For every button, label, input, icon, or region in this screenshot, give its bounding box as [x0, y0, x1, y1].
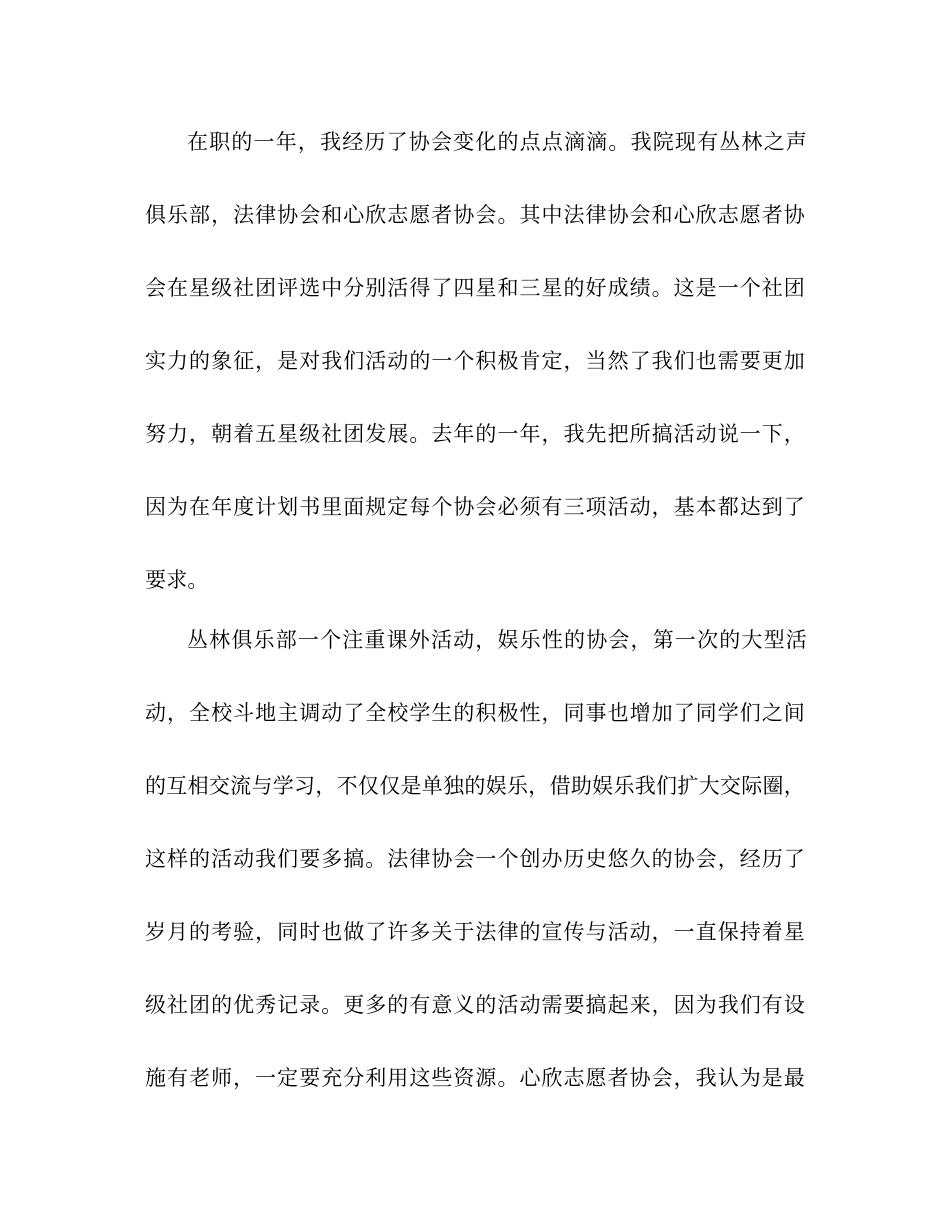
paragraph-2-line-2: 动，全校斗地主调动了全校学生的积极性，同事也增加了同学们之间: [145, 701, 805, 725]
paragraph-2-line-4: 这样的活动我们要多搞。法律协会一个创办历史悠久的协会，经历了: [145, 847, 805, 871]
paragraph-2-line-6: 级社团的优秀记录。更多的有意义的活动需要搞起来，因为我们有设: [145, 993, 805, 1017]
paragraph-1-line-3: 会在星级社团评选中分别活得了四星和三星的好成绩。这是一个社团: [145, 276, 805, 300]
paragraph-1-line-7: 要求。: [145, 568, 209, 592]
paragraph-2-line-5: 岁月的考验，同时也做了许多关于法律的宣传与活动，一直保持着星: [145, 920, 805, 944]
paragraph-1-line-2: 俱乐部，法律协会和心欣志愿者协会。其中法律协会和心欣志愿者协: [145, 203, 805, 227]
paragraph-1-line-4: 实力的象征，是对我们活动的一个积极肯定，当然了我们也需要更加: [145, 349, 805, 373]
paragraph-2-line-7: 施有老师，一定要充分利用这些资源。心欣志愿者协会，我认为是最: [145, 1066, 805, 1090]
paragraph-2-line-1: 丛林俱乐部一个注重课外活动，娱乐性的协会，第一次的大型活: [187, 628, 807, 652]
paragraph-1-line-1: 在职的一年，我经历了协会变化的点点滴滴。我院现有丛林之声: [187, 130, 807, 154]
paragraph-1-line-5: 努力，朝着五星级社团发展。去年的一年，我先把所搞活动说一下，: [145, 422, 805, 446]
paragraph-1-line-6: 因为在年度计划书里面规定每个协会必须有三项活动，基本都达到了: [145, 495, 805, 519]
paragraph-2-line-3: 的互相交流与学习，不仅仅是单独的娱乐，借助娱乐我们扩大交际圈，: [145, 774, 805, 798]
